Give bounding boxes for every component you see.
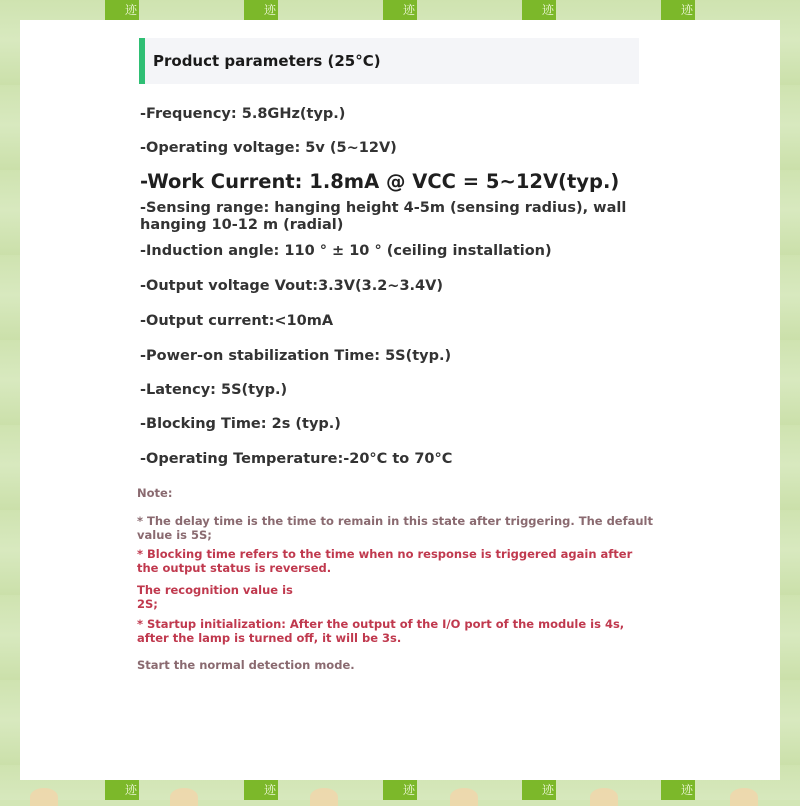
frame-bar bbox=[661, 0, 695, 20]
frame-bar bbox=[244, 0, 278, 20]
param-frequency: -Frequency: 5.8GHz(typ.) bbox=[140, 106, 346, 122]
note-normal-detection: Start the normal detection mode. bbox=[137, 658, 355, 672]
frame-glyph: 迹 bbox=[541, 783, 554, 797]
notes-label: Note: bbox=[137, 486, 173, 500]
frame-bar bbox=[383, 0, 417, 20]
section-title: Product parameters (25°C) bbox=[153, 52, 381, 70]
frame-bar bbox=[383, 780, 417, 800]
param-output-voltage: -Output voltage Vout:3.3V(3.2~3.4V) bbox=[140, 278, 443, 294]
frame-glyph: 迹 bbox=[263, 3, 276, 17]
decorative-blob bbox=[30, 788, 58, 806]
frame-bar bbox=[105, 780, 139, 800]
frame-glyph: 迹 bbox=[402, 783, 415, 797]
frame-glyph: 迹 bbox=[263, 783, 276, 797]
frame-bar bbox=[661, 780, 695, 800]
decorative-blob bbox=[730, 788, 758, 806]
header-accent-bar bbox=[139, 38, 145, 84]
frame-glyph: 迹 bbox=[680, 3, 693, 17]
frame-glyph: 迹 bbox=[124, 3, 137, 17]
frame-bar bbox=[105, 0, 139, 20]
frame-glyph: 迹 bbox=[680, 783, 693, 797]
decorative-blob bbox=[170, 788, 198, 806]
note-recognition-value: The recognition value is 2S; bbox=[137, 583, 293, 611]
frame-glyph: 迹 bbox=[124, 783, 137, 797]
param-blocking-time: -Blocking Time: 2s (typ.) bbox=[140, 416, 341, 432]
param-operating-voltage: -Operating voltage: 5v (5~12V) bbox=[140, 140, 397, 156]
frame-bar bbox=[244, 780, 278, 800]
param-sensing-range: -Sensing range: hanging height 4-5m (sensing radius), wall hanging 10-12 m (radial) bbox=[140, 200, 627, 233]
note-delay-time: * The delay time is the time to remain in this state after triggering. The default value is 5S; bbox=[137, 514, 653, 542]
decorative-blob bbox=[450, 788, 478, 806]
frame-glyph: 迹 bbox=[402, 3, 415, 17]
param-latency: -Latency: 5S(typ.) bbox=[140, 382, 288, 398]
frame-bar bbox=[522, 0, 556, 20]
frame-bar bbox=[522, 780, 556, 800]
decorative-blob bbox=[590, 788, 618, 806]
decorative-blob bbox=[310, 788, 338, 806]
section-header bbox=[139, 38, 639, 84]
frame-glyph: 迹 bbox=[541, 3, 554, 17]
param-output-current: -Output current:<10mA bbox=[140, 313, 334, 329]
note-startup-initialization: * Startup initialization: After the output of the I/O port of the module is 4s, after the lamp is turned off, it will be 3s. bbox=[137, 617, 625, 645]
content-panel bbox=[20, 20, 780, 780]
param-operating-temperature: -Operating Temperature:-20°C to 70°C bbox=[140, 451, 453, 467]
param-work-current: -Work Current: 1.8mA @ VCC = 5~12V(typ.) bbox=[140, 170, 620, 193]
note-blocking-time: * Blocking time refers to the time when no response is triggered again after the output status is reversed. bbox=[137, 547, 633, 575]
param-induction-angle: -Induction angle: 110 ° ± 10 ° (ceiling installation) bbox=[140, 243, 552, 259]
param-power-on-stabilization: -Power-on stabilization Time: 5S(typ.) bbox=[140, 348, 452, 364]
